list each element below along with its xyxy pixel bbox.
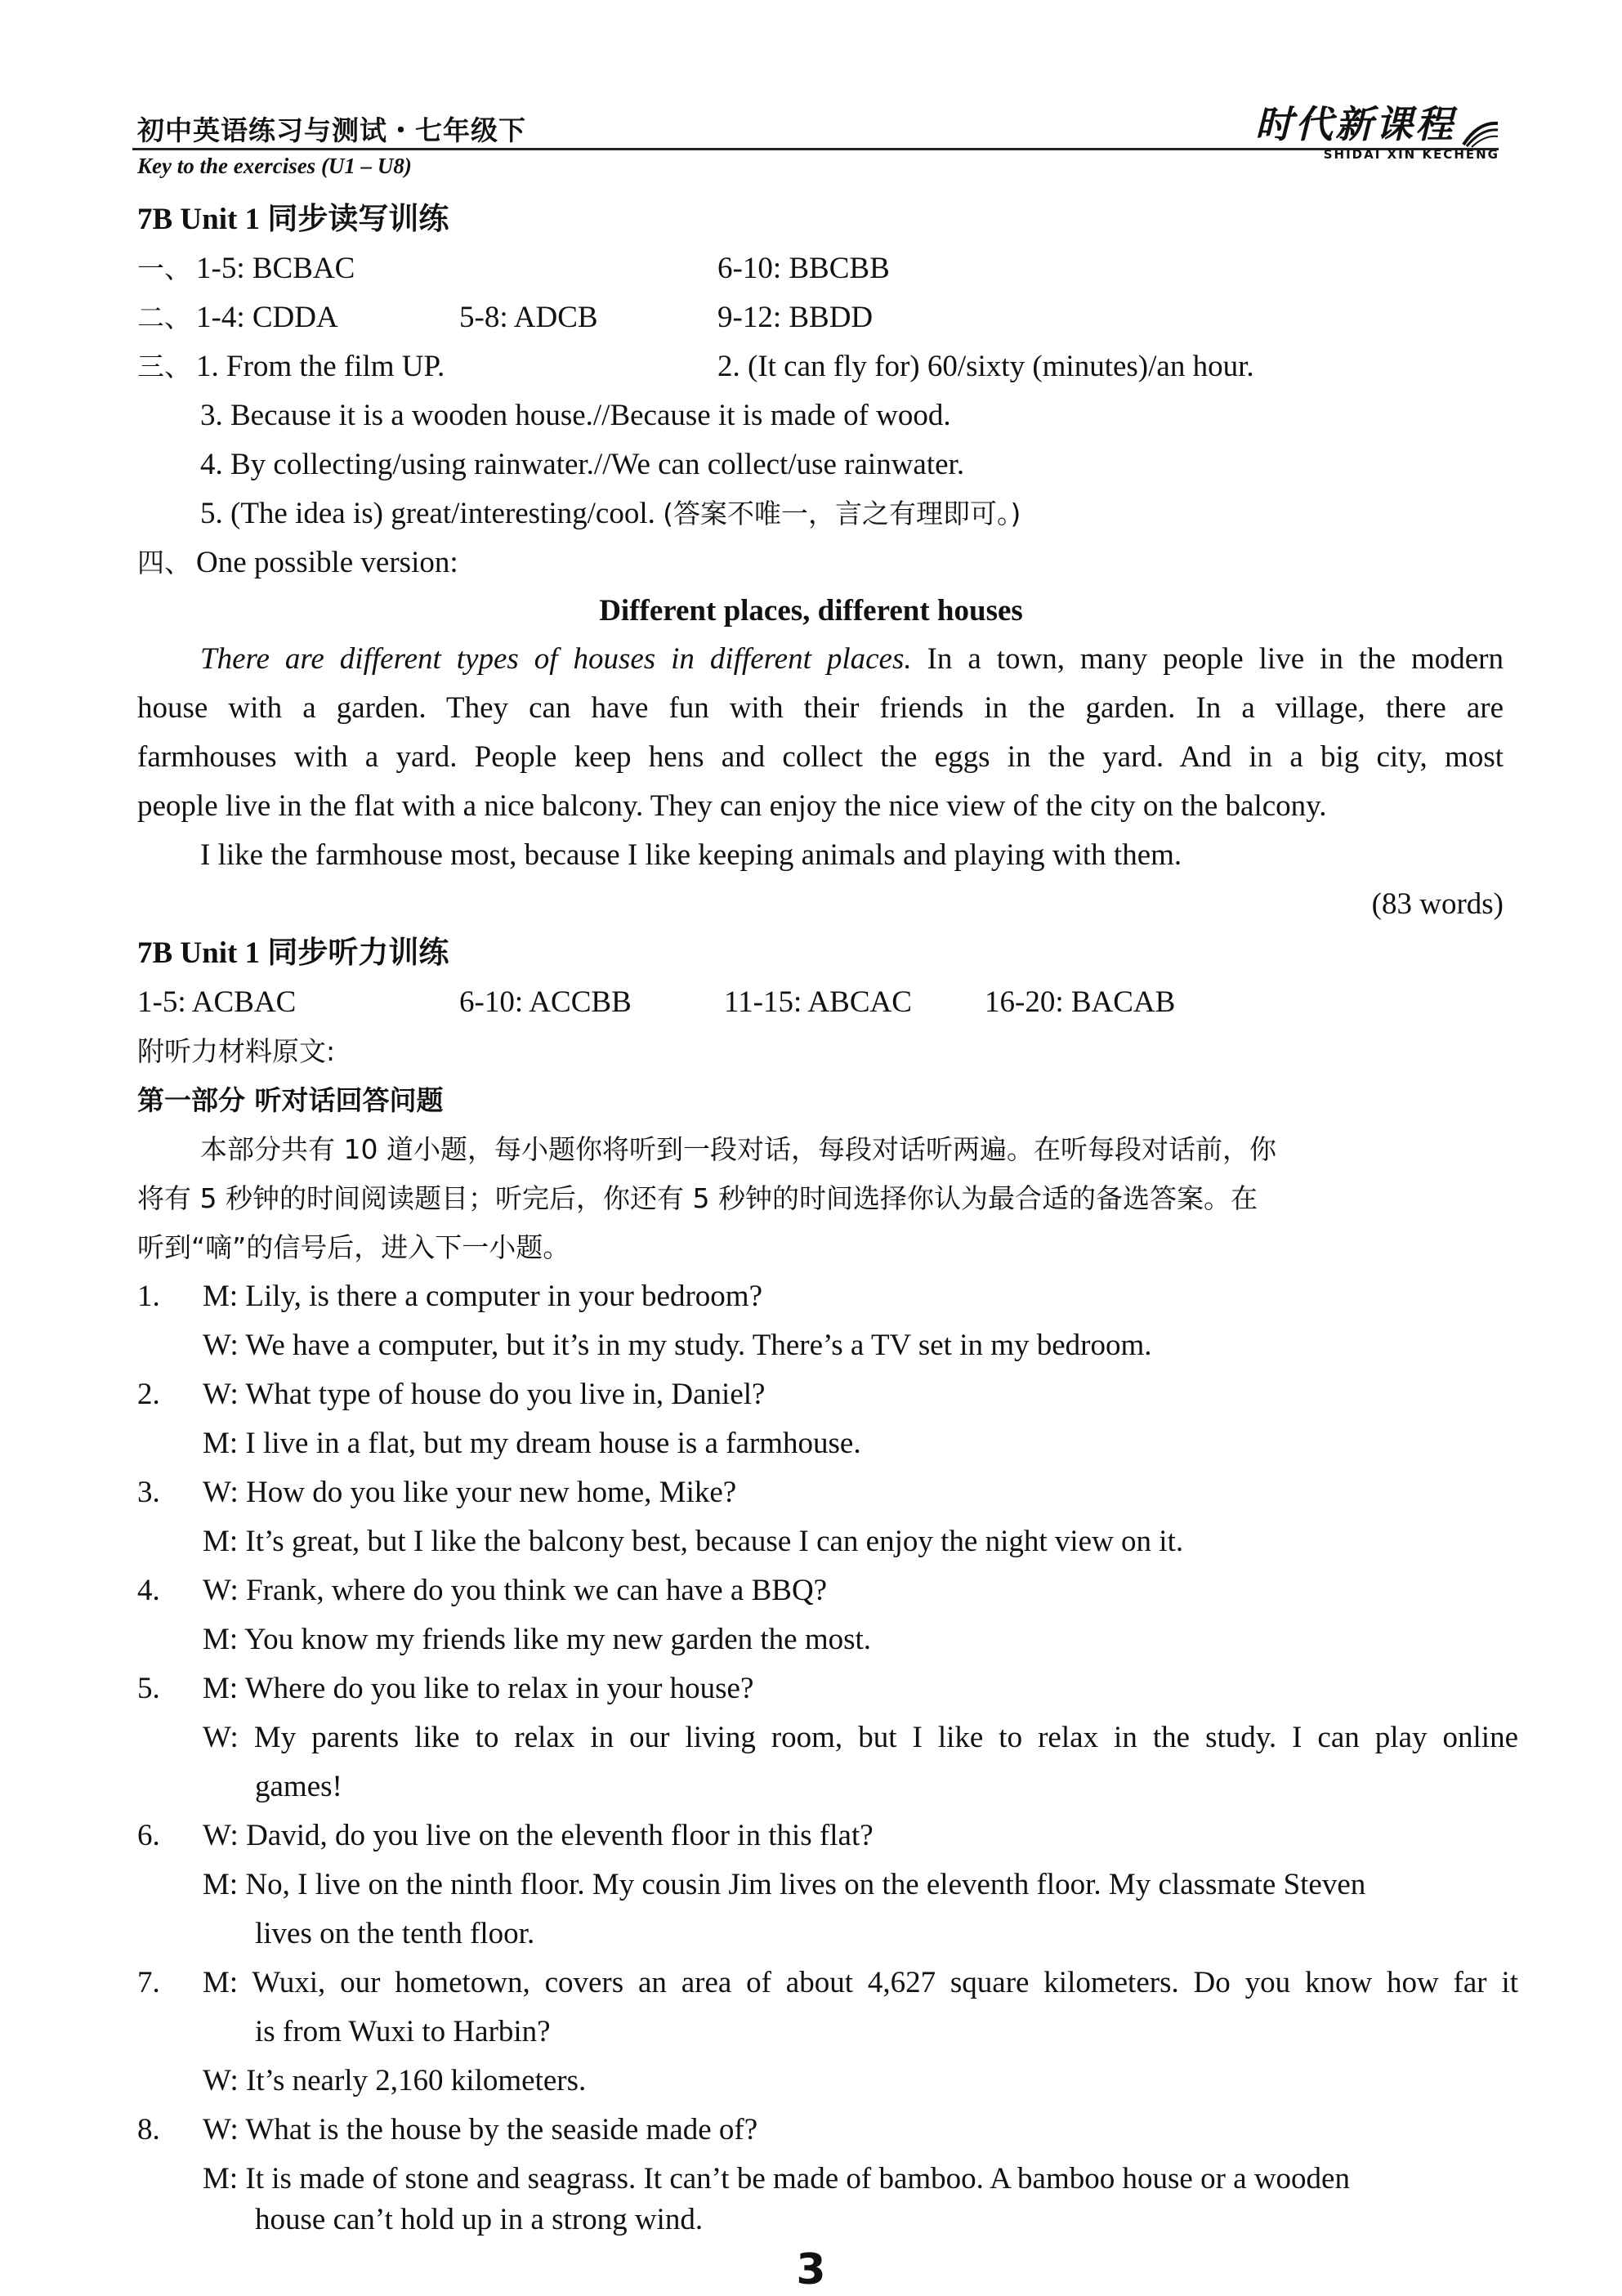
dialogue-line: W: What is the house by the seaside made of? [203, 2113, 758, 2146]
instructions-line-1: 本部分共有 10 道小题，每小题你将听到一段对话，每段对话听两遍。在听每段对话前，你 [200, 1133, 1276, 1165]
dialogue-line: W: Frank, where do you think we can have a BBQ? [203, 1574, 828, 1607]
part2-label: 二、 [137, 302, 191, 333]
part3-answer-3: 3. Because it is a wooden house.//Because it is made of wood. [200, 399, 951, 432]
dialogue-line: is from Wuxi to Harbin? [255, 2015, 551, 2048]
essay-title: Different places, different houses [599, 594, 1023, 628]
dialogue-line: M: Where do you like to relax in your house? [203, 1672, 754, 1705]
dialogue-line: games! [255, 1770, 342, 1803]
dialogue-number: 1. [137, 1280, 160, 1313]
answer-note: (答案不唯一，言之有理即可。) [663, 498, 1021, 529]
instructions-line-3: 听到“嘀”的信号后，进入下一小题。 [137, 1231, 570, 1263]
dialogue-line: W: David, do you live on the eleventh floor in this flat? [203, 1819, 874, 1852]
listening-answers-3: 11-15: ABCAC [724, 985, 912, 1019]
dialogue-line: M: It is made of stone and seagrass. It can’t be made of bamboo. A bamboo house or a wooden [203, 2162, 1350, 2195]
part1-answer-a: 1-5: BCBAC [196, 252, 355, 285]
dialogue-line: W: What type of house do you live in, Daniel? [203, 1378, 766, 1411]
dialogue-line: M: I live in a flat, but my dream house is a farmhouse. [203, 1427, 861, 1460]
part3-answer-2: 2. (It can fly for) 60/sixty (minutes)/an hour. [717, 350, 1254, 383]
dialogue-line: M: Wuxi, our hometown, covers an area of about 4,627 square kilometers. Do you know how far it [203, 1966, 1518, 1999]
section-heading-listening: 7B Unit 1 同步听力训练 [137, 936, 449, 970]
listening-answers-4: 16-20: BACAB [985, 985, 1176, 1019]
dialogue-line: M: Lily, is there a computer in your bedroom? [203, 1280, 763, 1313]
page-number: 3 [796, 2245, 826, 2294]
transcript-label: 附听力材料原文: [137, 1035, 336, 1067]
dialogue-number: 3. [137, 1476, 160, 1509]
dialogue-line: M: You know my friends like my new garden the most. [203, 1623, 872, 1656]
part3-answer-5: 5. (The idea is) great/interesting/cool. (答案不唯一，言之有理即可。) [200, 497, 1021, 530]
essay-line-2: house with a garden. They can have fun with their friends in the garden. In a village, there are [137, 691, 1504, 725]
part3-label: 三、 [137, 351, 191, 382]
listening-answers-2: 6-10: ACCBB [459, 985, 632, 1019]
brand-logo [1255, 95, 1499, 162]
essay-paragraph-2: I like the farmhouse most, because I like keeping animals and playing with them. [200, 838, 1182, 872]
dialogue-line: W: It’s nearly 2,160 kilometers. [203, 2064, 587, 2097]
book-title: 初中英语练习与测试・七年级下 [137, 114, 526, 146]
part2-answer-c: 9-12: BBDD [717, 301, 874, 334]
essay-line-3: farmhouses with a yard. People keep hens and collect the eggs in the yard. And in a big city, most [137, 740, 1504, 774]
dialogue-line: lives on the tenth floor. [255, 1917, 535, 1950]
part1-answer-b: 6-10: BBCBB [717, 252, 890, 285]
dialogue-line: house can’t hold up in a strong wind. [255, 2203, 704, 2236]
part4-label: 四、 [137, 547, 191, 578]
dialogue-number: 8. [137, 2113, 160, 2146]
dialogue-line: M: No, I live on the ninth floor. My cousin Jim lives on the eleventh floor. My classmate Steven [203, 1868, 1366, 1901]
dialogue-number: 2. [137, 1378, 160, 1411]
dialogue-number: 5. [137, 1672, 160, 1705]
listening-answers-1: 1-5: ACBAC [137, 985, 297, 1019]
dialogue-line: M: It’s great, but I like the balcony best, because I can enjoy the night view on it. [203, 1525, 1184, 1558]
dialogue-line: W: How do you like your new home, Mike? [203, 1476, 737, 1509]
part3-answer-1: 1. From the film UP. [196, 350, 445, 383]
part4-intro: One possible version: [196, 546, 458, 579]
part-heading: 第一部分 听对话回答问题 [137, 1084, 444, 1116]
brand-pinyin: SHIDAI XIN KECHENG [1323, 147, 1499, 162]
essay-line-1: There are different types of houses in different places. In a town, many people live in the modern [200, 642, 1504, 676]
section-heading-reading: 7B Unit 1 同步读写训练 [137, 203, 449, 236]
part3-answer-4: 4. By collecting/using rainwater.//We can collect/use rainwater. [200, 448, 965, 481]
dialogue-number: 7. [137, 1966, 160, 1999]
dialogue-number: 4. [137, 1574, 160, 1607]
key-subtitle: Key to the exercises (U1 – U8) [137, 154, 412, 178]
part2-answer-a: 1-4: CDDA [196, 301, 338, 334]
essay-line-4: people live in the flat with a nice balcony. They can enjoy the nice view of the city on the balcony. [137, 789, 1327, 823]
word-count: (83 words) [1371, 887, 1504, 921]
part2-answer-b: 5-8: ADCB [459, 301, 598, 334]
brand-swoosh-icon [1462, 120, 1499, 148]
part1-label: 一、 [137, 252, 191, 284]
dialogue-number: 6. [137, 1819, 160, 1852]
instructions-line-2: 将有 5 秒钟的时间阅读题目；听完后，你还有 5 秒钟的时间选择你认为最合适的备选答案。在 [137, 1182, 1258, 1214]
dialogue-line: W: We have a computer, but it’s in my study. There’s a TV set in my bedroom. [203, 1329, 1152, 1362]
brand-name: 时代新课程 [1255, 102, 1455, 146]
dialogue-line: W: My parents like to relax in our living room, but I like to relax in the study. I can play online [203, 1721, 1518, 1754]
